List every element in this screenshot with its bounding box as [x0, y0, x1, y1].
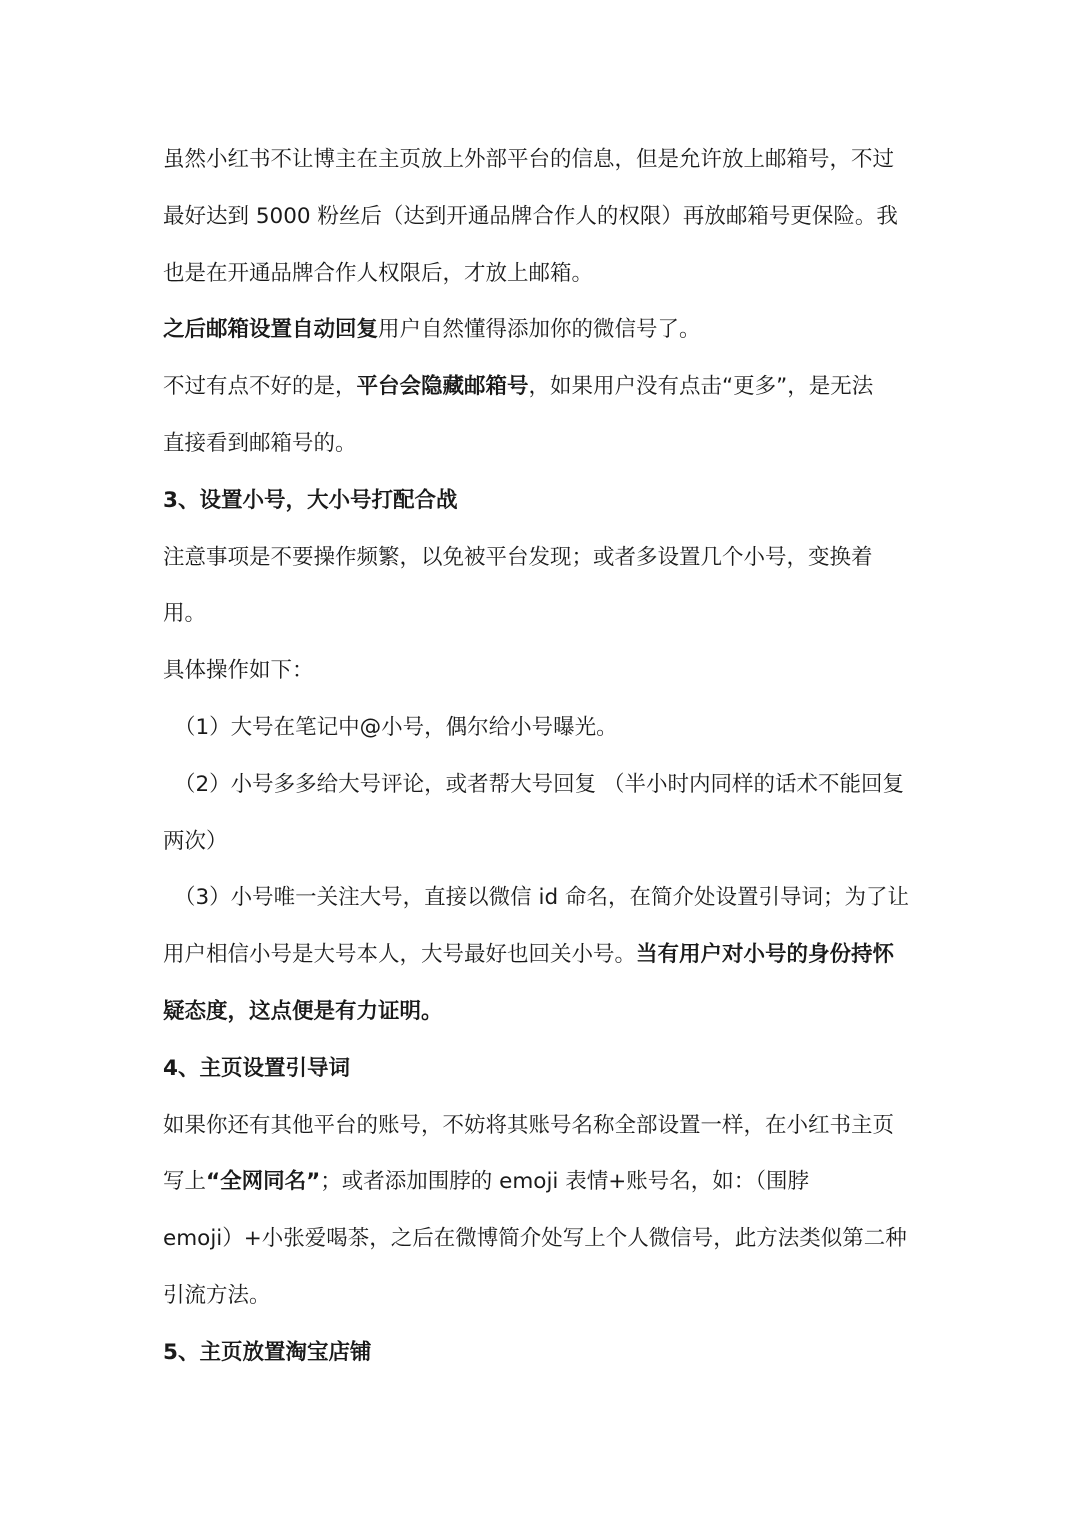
paragraph-line: 也是在开通品牌合作人权限后，才放上邮箱。: [163, 260, 594, 286]
paragraph-line: 如果你还有其他平台的账号，不妨将其账号名称全部设置一样，在小红书主页: [163, 1112, 895, 1138]
bold-emphasis: 平台会隐藏邮箱号: [356, 374, 529, 400]
paragraph-line: [163, 937, 915, 994]
section-heading: 5、主页放置淘宝店铺: [163, 1339, 372, 1365]
text-run: 用户相信小号是大号本人，大号最好也回关小号。: [163, 942, 637, 968]
paragraph-line: 引流方法。: [163, 1282, 271, 1308]
list-item: （2）小号多多给大号评论，或者帮大号回复 （半小时内同样的话术不能回复: [174, 771, 905, 797]
document-body: [163, 142, 915, 1392]
paragraph-line: 虽然小红书不让博主在主页放上外部平台的信息，但是允许放上邮箱号，不过: [163, 147, 895, 172]
text-run: ；或者添加围脖的 emoji 表情+账号名，如：（围脖: [320, 1169, 809, 1195]
paragraph-line: 具体操作如下：: [163, 658, 314, 684]
section-heading: 4、主页设置引导词: [163, 1055, 350, 1081]
paragraph-line: 用。: [163, 601, 207, 627]
paragraph-line: 直接看到邮箱号的。: [163, 430, 357, 456]
paragraph-line: [163, 1164, 915, 1221]
paragraph-line: 两次）: [163, 828, 228, 854]
list-item: （1）大号在笔记中@小号，偶尔给小号曝光。: [174, 714, 618, 740]
paragraph-line: [163, 312, 915, 369]
paragraph-line: 最好达到 5000 粉丝后（达到开通品牌合作人的权限）再放邮箱号更保险。我: [163, 203, 898, 229]
text-run: 写上: [163, 1169, 207, 1195]
paragraph-line: emoji）+小张爱喝茶，之后在微博简介处写上个人微信号，此方法类似第二种: [163, 1226, 907, 1252]
bold-emphasis: 当有用户对小号的身份持怀: [636, 942, 895, 968]
list-item: （3）小号唯一关注大号，直接以微信 id 命名，在简介处设置引导词；为了让: [174, 885, 909, 911]
paragraph-line: [163, 369, 915, 426]
bold-emphasis: “全网同名”: [206, 1169, 321, 1195]
text-run: ，如果用户没有点击“更多”，是无法: [528, 374, 874, 400]
text-run: 用户自然懂得添加你的微信号了。: [378, 317, 701, 343]
paragraph-line: 注意事项是不要操作频繁，以免被平台发现；或者多设置几个小号，变换着: [163, 544, 873, 570]
bold-emphasis: 之后邮箱设置自动回复: [163, 317, 379, 343]
section-heading: 3、设置小号，大小号打配合战: [163, 487, 458, 513]
paragraph-line: 疑态度，这点便是有力证明。: [163, 998, 443, 1024]
text-run: 不过有点不好的是，: [163, 374, 357, 400]
